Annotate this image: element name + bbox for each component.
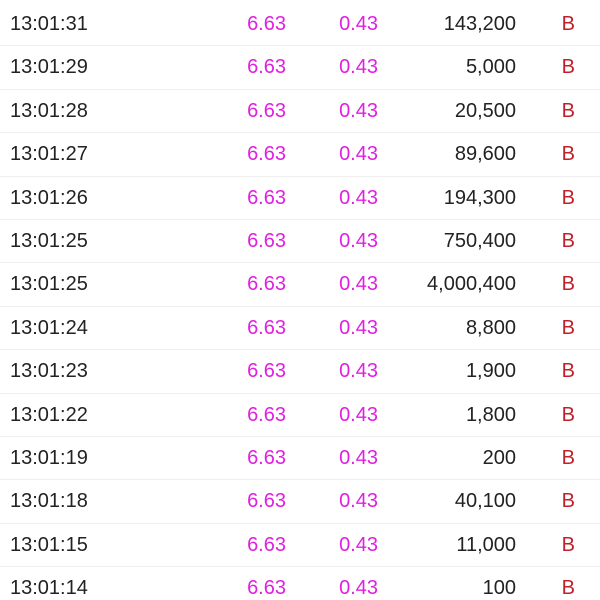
- trade-change: 0.43: [339, 533, 378, 556]
- trade-time: 13:01:18: [10, 490, 88, 513]
- trade-side-badge: B: [561, 490, 575, 513]
- trade-change: 0.43: [339, 360, 378, 383]
- trade-change: 0.43: [339, 446, 378, 469]
- trade-volume: 8,800: [465, 316, 516, 339]
- trade-row: [0, 220, 600, 263]
- trade-row: [0, 307, 600, 350]
- trade-change: 0.43: [339, 99, 378, 122]
- trade-change: 0.43: [339, 577, 378, 600]
- trade-volume: 20,500: [454, 99, 516, 122]
- trade-side-badge: B: [561, 403, 575, 426]
- trade-change: 0.43: [339, 13, 378, 35]
- trade-side-badge: B: [561, 273, 575, 296]
- trade-price: 6.63: [247, 229, 286, 252]
- trade-time: 13:01:27: [10, 143, 88, 166]
- trade-change: 0.43: [339, 403, 378, 426]
- trade-side-badge: B: [561, 533, 575, 556]
- trade-time: 13:01:23: [10, 360, 88, 383]
- trade-volume: 100: [482, 577, 516, 600]
- trade-time: 13:01:26: [10, 186, 88, 209]
- trade-change: 0.43: [339, 490, 378, 513]
- trade-time: 13:01:25: [10, 273, 88, 296]
- trade-volume: 89,600: [454, 143, 516, 166]
- trade-volume: 4,000,400: [427, 273, 516, 296]
- trade-volume: 750,400: [443, 229, 516, 252]
- trade-volume: 1,800: [465, 403, 516, 426]
- trade-row: [0, 46, 600, 89]
- trade-row: [0, 3, 600, 46]
- trade-row: [0, 177, 600, 220]
- trade-volume: 1,900: [465, 360, 516, 383]
- trade-side-badge: B: [561, 229, 575, 252]
- trade-row: [0, 524, 600, 567]
- trade-price: 6.63: [247, 99, 286, 122]
- trade-time: 13:01:15: [10, 533, 88, 556]
- trade-time: 13:01:22: [10, 403, 88, 426]
- trade-change: 0.43: [339, 273, 378, 296]
- trade-time: 13:01:31: [10, 13, 88, 35]
- trade-side-badge: B: [561, 316, 575, 339]
- trade-change: 0.43: [339, 229, 378, 252]
- trade-time: 13:01:14: [10, 577, 88, 600]
- trade-volume: 194,300: [443, 186, 516, 209]
- trade-price: 6.63: [247, 186, 286, 209]
- trade-side-badge: B: [561, 13, 575, 35]
- trade-volume: 40,100: [454, 490, 516, 513]
- trade-time: 13:01:29: [10, 56, 88, 79]
- trade-price: 6.63: [247, 273, 286, 296]
- trade-side-badge: B: [561, 143, 575, 166]
- trade-change: 0.43: [339, 143, 378, 166]
- trade-price: 6.63: [247, 316, 286, 339]
- trade-price: 6.63: [247, 360, 286, 383]
- trade-price: 6.63: [247, 56, 286, 79]
- trade-volume: 5,000: [465, 56, 516, 79]
- trade-volume: 11,000: [456, 533, 516, 556]
- trade-change: 0.43: [339, 316, 378, 339]
- trade-side-badge: B: [561, 99, 575, 122]
- trade-time: 13:01:25: [10, 229, 88, 252]
- trade-price: 6.63: [247, 446, 286, 469]
- trade-side-badge: B: [561, 186, 575, 209]
- trade-price: 6.63: [247, 490, 286, 513]
- trade-side-badge: B: [561, 446, 575, 469]
- trade-row: [0, 350, 600, 393]
- trade-row: [0, 263, 600, 306]
- trade-volume: 143,200: [443, 13, 516, 35]
- trade-side-badge: B: [561, 360, 575, 383]
- trade-volume: 200: [482, 446, 516, 469]
- trade-row: [0, 480, 600, 523]
- trade-row: [0, 437, 600, 480]
- trade-row: [0, 394, 600, 437]
- trade-price: 6.63: [247, 577, 286, 600]
- trade-rows: [0, 3, 600, 600]
- trade-time: 13:01:19: [10, 446, 88, 469]
- trade-price: 6.63: [247, 143, 286, 166]
- trade-side-badge: B: [561, 56, 575, 79]
- trade-change: 0.43: [339, 56, 378, 79]
- trade-side-badge: B: [561, 577, 575, 600]
- trade-row: [0, 90, 600, 133]
- trade-row: [0, 567, 600, 600]
- trade-time: 13:01:24: [10, 316, 88, 339]
- trade-price: 6.63: [247, 13, 286, 35]
- trade-price: 6.63: [247, 403, 286, 426]
- trade-change: 0.43: [339, 186, 378, 209]
- trade-row: [0, 133, 600, 176]
- trade-price: 6.63: [247, 533, 286, 556]
- trade-time: 13:01:28: [10, 99, 88, 122]
